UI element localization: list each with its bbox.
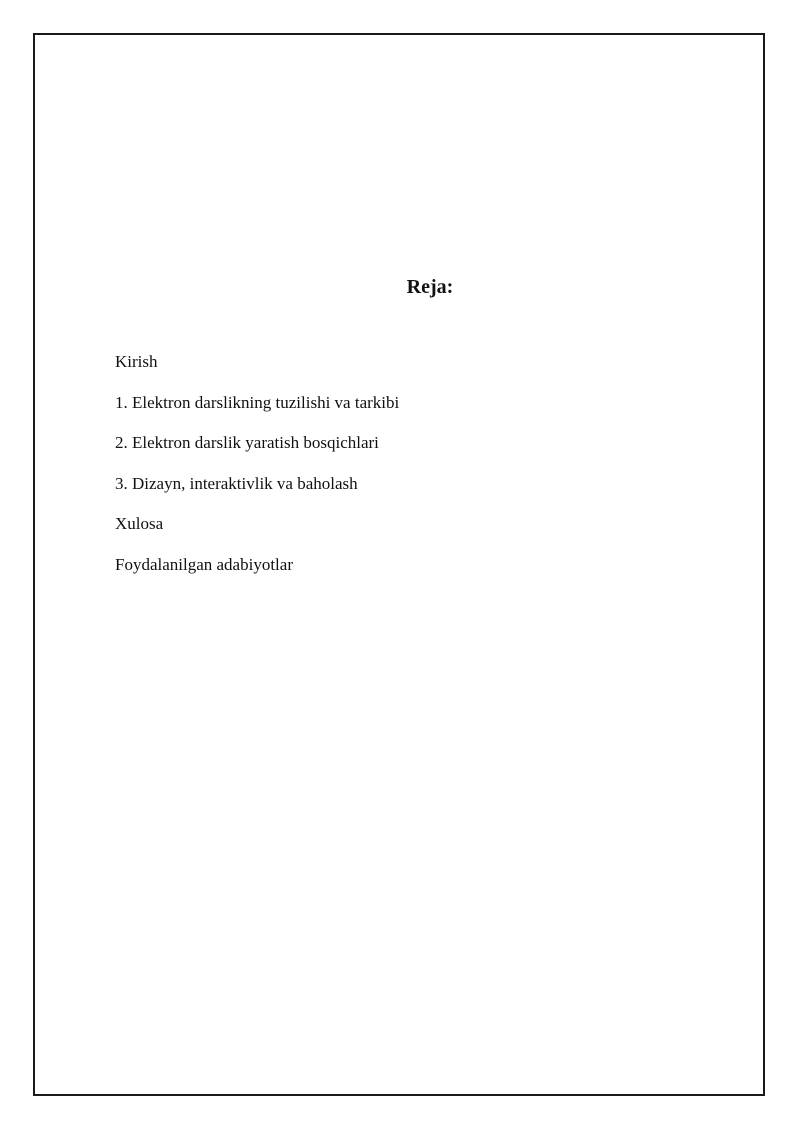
plan-title: Reja:	[406, 276, 454, 298]
plan-item-introduction: Kirish	[115, 352, 158, 371]
plan-item-section-2: 2. Elektron darslik yaratish bosqichlari	[115, 433, 379, 453]
plan-item-section-3: 3. Dizayn, interaktivlik va baholash	[115, 473, 358, 493]
plan-item-conclusion: Xulosa	[115, 514, 164, 534]
plan-item-section-1: 1. Elektron darslikning tuzilishi va tarkibi	[115, 392, 400, 412]
plan-item-references: Foydalanilgan adabiyotlar	[115, 554, 293, 574]
plan-list	[115, 350, 399, 594]
